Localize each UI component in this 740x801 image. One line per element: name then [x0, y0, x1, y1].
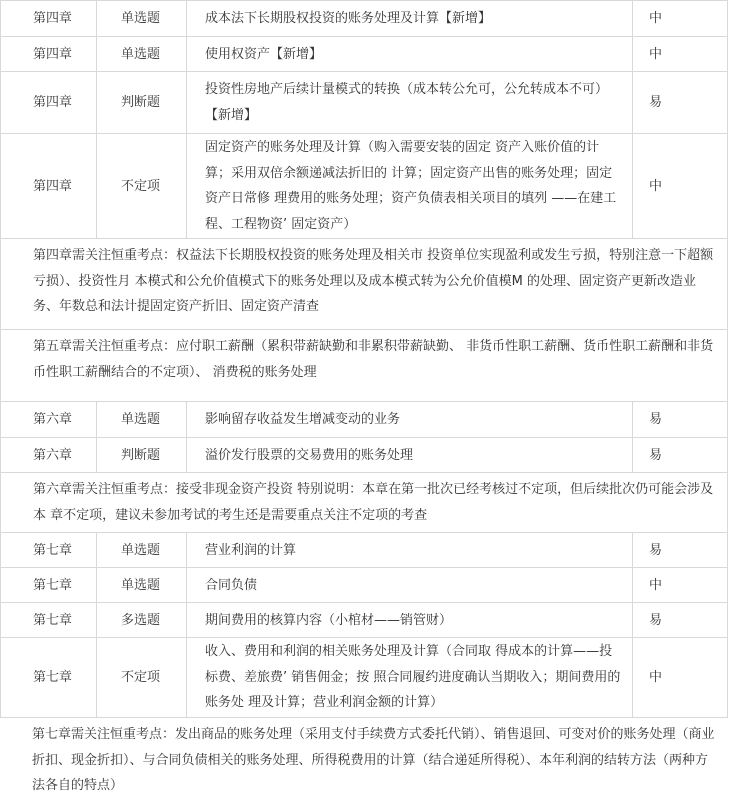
topic-cell: 营业利润的计算	[186, 533, 632, 567]
topic-cell	[186, 638, 632, 717]
question-type-cell: 不定项	[96, 134, 186, 238]
question-type-cell: 判断题	[96, 438, 186, 472]
table-row	[0, 134, 728, 239]
chapter-note-row	[0, 239, 728, 330]
chapter-cell: 第四章	[0, 37, 96, 71]
difficulty-cell: 易	[632, 402, 728, 437]
chapter-cell: 第七章	[0, 568, 96, 602]
chapter-5-key-points-note: 第五章需关注恒重考点：应付职工薪酬（累积带薪缺勤和非累积带薪缺勤、 非货币性职工薪酬、货币性职工薪酬和非货币性职工薪酬结合的不定项）、 消费税的账务处理	[0, 330, 728, 401]
difficulty-cell: 易	[632, 72, 728, 133]
chapter-cell: 第七章	[0, 603, 96, 637]
difficulty-cell: 易	[632, 438, 728, 472]
table-row	[0, 72, 728, 134]
chapter-note-row	[0, 473, 728, 533]
question-type-cell: 单选题	[96, 37, 186, 71]
difficulty-cell: 中	[632, 1, 728, 36]
question-type-cell: 单选题	[96, 533, 186, 567]
topic-cell: 合同负债	[186, 568, 632, 602]
table-row	[0, 638, 728, 718]
difficulty-cell: 中	[632, 134, 728, 238]
table-row	[0, 603, 728, 638]
chapter-cell: 第七章	[0, 533, 96, 567]
chapter-6-key-points-note: 第六章需关注恒重考点：接受非现金资产投资 特别说明：本章在第一批次已经考核过不定项，但后续批次仍可能会涉及本 章不定项，建议未参加考试的考生还是需要重点关注不定项的考查	[0, 473, 728, 532]
question-type-cell: 单选题	[96, 568, 186, 602]
table-row	[0, 568, 728, 603]
table-row	[0, 402, 728, 438]
table-row	[0, 1, 728, 37]
topic-cell	[186, 134, 632, 238]
chapter-cell: 第四章	[0, 134, 96, 238]
chapter-note-row	[0, 718, 728, 801]
topic-text: 收入、费用和利润的相关账务处理及计算（合同取 得成本的计算——投标费、差旅费’ 销售佣金；按 照合同履约进度确认当期收入；期间费用的账务处 理及计算；营业利润金额的计算）	[205, 644, 621, 711]
topic-cell: 期间费用的核算内容（小棺材——销管财）	[186, 603, 632, 637]
chapter-cell: 第七章	[0, 638, 96, 717]
difficulty-cell: 中	[632, 568, 728, 602]
chapter-cell: 第六章	[0, 402, 96, 437]
topic-cell: 成本法下长期股权投资的账务处理及计算【新增】	[186, 1, 632, 36]
topic-cell: 影响留存收益发生增减变动的业务	[186, 402, 632, 437]
difficulty-cell: 易	[632, 533, 728, 567]
topic-cell: 溢价发行股票的交易费用的账务处理	[186, 438, 632, 472]
chapter-4-key-points-note: 第四章需关注恒重考点：权益法下长期股权投资的账务处理及相关市 投资单位实现盈利或发生亏损，特别注意一下超额亏损）、投资性月 本模式和公允价值模式下的账务处理以及成本模式转为公允价值模M 的处理、固定资产更新改造业务、年数总和法计提固定资产折旧、固定资产清查	[0, 239, 728, 329]
chapter-cell: 第六章	[0, 438, 96, 472]
table-row	[0, 533, 728, 568]
question-type-cell: 单选题	[96, 1, 186, 36]
difficulty-cell: 中	[632, 37, 728, 71]
chapter-7-key-points-note: 第七章需关注恒重考点：发出商品的账务处理（采用支付手续费方式委托代销）、销售退回、可变对价的账务处理（商业折扣、现金折扣）、与合同负债相关的账务处理、所得税费用的计算（结合递延所得税）、本年利润的结转方法（两种方法各自的特点）	[32, 727, 715, 793]
topic-cell	[186, 72, 632, 133]
question-type-cell: 判断题	[96, 72, 186, 133]
question-type-cell: 单选题	[96, 402, 186, 437]
chapter-note-row	[0, 330, 728, 402]
question-type-cell: 不定项	[96, 638, 186, 717]
chapter-cell: 第四章	[0, 1, 96, 36]
table-row	[0, 37, 728, 72]
topic-text: 固定资产的账务处理及计算（购入需要安装的固定 资产入账价值的计算；采用双倍余额递减法折旧的 计算；固定资产出售的账务处理；固定资产日常修 理费用的账务处理；资产负债表相关项目的填列 ——在建工程、工程物资’ 固定资产）	[205, 140, 617, 232]
topic-text: 投资性房地产后续计量模式的转换（成本转公允可，公允转成本不可）【新增】	[205, 82, 609, 123]
difficulty-cell: 易	[632, 603, 728, 637]
chapter-cell: 第四章	[0, 72, 96, 133]
table-row	[0, 438, 728, 473]
question-type-cell: 多选题	[96, 603, 186, 637]
difficulty-cell: 中	[632, 638, 728, 717]
topic-cell: 使用权资产【新增】	[186, 37, 632, 71]
